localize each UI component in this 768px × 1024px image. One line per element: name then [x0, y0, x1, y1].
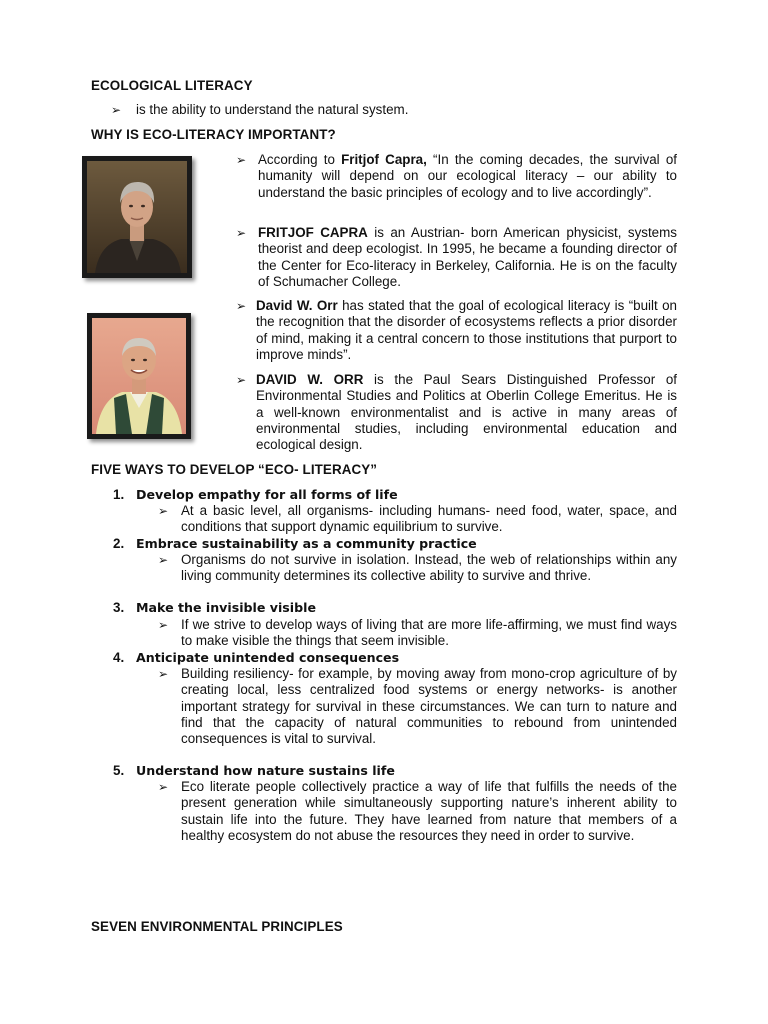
fritjof-capra-photo — [82, 156, 192, 278]
bullet-icon: ➢ — [236, 373, 247, 387]
list-item-text: Organisms do not survive in isolation. Instead, the web of relationships within any living community determines its collective ability to survive and thrive. — [181, 552, 677, 584]
orr-bio-paragraph: DAVID W. ORR is the Paul Sears Distinguished Professor of Environmental Studies and Politics at Oberlin College Emeritus. He is a well-known environmentalist and is active in many areas of environmental studies, including environmental education and ecological design. — [256, 372, 677, 453]
list-number: 4. — [113, 650, 125, 665]
orr-name-caps: DAVID W. ORR — [256, 372, 364, 387]
list-item-title: Understand how nature sustains life — [136, 763, 395, 778]
definition-text: is the ability to understand the natural system. — [136, 102, 409, 117]
list-item-text: Eco literate people collectively practice a way of life that fulfills the needs of the present generation while simultaneously supporting nature’s inherent ability to sustain life into the future. They have learned from nature that members of a healthy ecosystem do not abuse the resources they need in order to survive. — [181, 779, 677, 843]
orr-quote-paragraph: David W. Orr has stated that the goal of ecological literacy is “built on the recognition that the disorder of ecosystems reflects a prior disorder of mind, making it a central concern to those institutions that purport to improve minds”. — [256, 298, 677, 362]
list-number: 5. — [113, 763, 125, 778]
list-item-text: At a basic level, all organisms- including humans- need food, water, space, and conditions that support dynamic equilibrium to survive. — [181, 503, 677, 535]
david-orr-photo — [87, 313, 191, 439]
bullet-icon: ➢ — [111, 103, 122, 117]
bullet-icon: ➢ — [158, 504, 169, 518]
heading-ecological-literacy: ECOLOGICAL LITERACY — [91, 78, 253, 93]
portrait-image — [92, 318, 186, 434]
list-item-text: Building resiliency- for example, by moving away from mono-crop agriculture of by creating local, less centralized food systems or energy networks- is another important strategy for survival in these circumstances. We can turn to nature and find that the capacity of natural communities to rebound from unintended consequences is vital to survival. — [181, 666, 677, 747]
capra-name-caps: FRITJOF CAPRA — [258, 225, 368, 240]
bullet-icon: ➢ — [158, 553, 169, 567]
bullet-icon: ➢ — [158, 667, 169, 681]
heading-why-eco-literacy: WHY IS ECO-LITERACY IMPORTANT? — [91, 127, 336, 142]
bullet-icon: ➢ — [158, 618, 169, 632]
list-item-title: Make the invisible visible — [136, 600, 316, 615]
heading-seven-principles: SEVEN ENVIRONMENTAL PRINCIPLES — [91, 919, 343, 934]
capra-name: Fritjof Capra, — [341, 152, 427, 167]
bullet-icon: ➢ — [158, 780, 169, 794]
list-number: 1. — [113, 487, 125, 502]
list-number: 3. — [113, 600, 125, 615]
bullet-icon: ➢ — [236, 153, 247, 167]
orr-name: David W. Orr — [256, 298, 338, 313]
portrait-image — [87, 161, 187, 273]
list-item-title: Develop empathy for all forms of life — [136, 487, 398, 502]
bullet-icon: ➢ — [236, 226, 247, 240]
heading-five-ways: FIVE WAYS TO DEVELOP “ECO- LITERACY” — [91, 462, 378, 477]
capra-bio-paragraph: FRITJOF CAPRA is an Austrian- born American physicist, systems theorist and deep ecologist. In 1995, he became a founding director of the Center for Eco-literacy in Berkeley, California. He is on the faculty of Schumacher College. — [258, 225, 677, 289]
list-item-title: Embrace sustainability as a community practice — [136, 536, 477, 551]
list-item-text: If we strive to develop ways of living that are more life-affirming, we must find ways to make visible the things that seem invisible. — [181, 617, 677, 649]
capra-quote-paragraph: According to Fritjof Capra, “In the coming decades, the survival of humanity will depend on our ecological literacy – our ability to understand the basic principles of ecology and to live accordingly”. — [258, 152, 677, 200]
bullet-icon: ➢ — [236, 299, 247, 313]
list-number: 2. — [113, 536, 125, 551]
list-item-title: Anticipate unintended consequences — [136, 650, 400, 665]
